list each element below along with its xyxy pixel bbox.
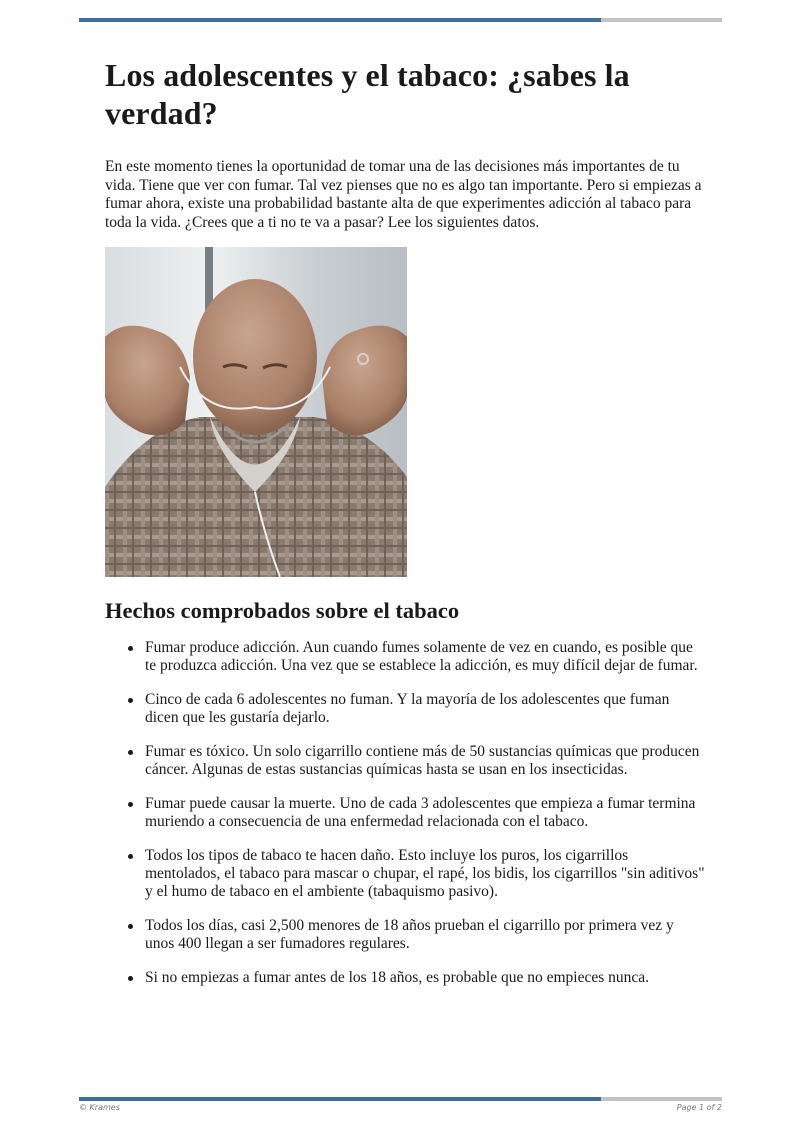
bullet-icon [128,646,133,651]
fact-text: Fumar puede causar la muerte. Uno de cada 3 adolescentes que empieza a fumar termina muriendo a consecuencia de una enfermedad relacionada con el tabaco. [145,795,696,830]
bullet-icon [128,924,133,929]
bullet-icon [128,976,133,981]
intro-paragraph: En este momento tienes la oportunidad de tomar una de las decisiones más importantes de tu vida. Tiene que ver con fumar. Tal vez pienses que no es algo tan importante. Pero si empiezas a fumar ahora, existe una probabilidad bastante alta de que experimentes adicción al tabaco para toda la vida. ¿Crees que a ti no te va a pasar? Lee los siguientes datos. [105,158,702,231]
footer-rule-secondary [601,1097,722,1101]
bullet-icon [128,854,133,859]
list-item [145,969,705,987]
footer-rule [79,1097,722,1101]
list-item [145,743,705,779]
page-title: Los adolescentes y el tabaco: ¿sabes la verdad? [105,57,630,131]
fact-text: Fumar produce adicción. Aun cuando fumes solamente de vez en cuando, es posible que te produzca adicción. Una vez que se establece la adicción, es muy difícil dejar de fumar. [145,639,698,674]
fact-text: Fumar es tóxico. Un solo cigarrillo contiene más de 50 sustancias químicas que producen cáncer. Algunas de estas sustancias químicas hasta se usan en los insecticidas. [145,743,700,778]
list-item [145,691,705,727]
article-photo [105,247,407,577]
list-item [145,795,705,831]
section-heading: Hechos comprobados sobre el tabaco [105,598,460,623]
bullet-icon [128,750,133,755]
fact-text: Todos los tipos de tabaco te hacen daño. Esto incluye los puros, los cigarrillos mentolados, el tabaco para mascar o chupar, el rapé, los bidis, los cigarrillos "sin aditivos" y el humo de tabaco en el ambiente (tabaquismo pasivo). [145,847,705,900]
list-item [145,639,705,675]
footer-copyright: © Krames [79,1103,120,1112]
fact-text: Si no empiezas a fumar antes de los 18 años, es probable que no empieces nunca. [145,969,650,986]
bullet-icon [128,802,133,807]
article [105,56,705,1003]
header-rule [79,18,722,22]
bullet-icon [128,698,133,703]
fact-text: Cinco de cada 6 adolescentes no fuman. Y la mayoría de los adolescentes que fuman dicen que les gustaría dejarlo. [145,691,670,726]
facts-list [105,639,705,987]
header-rule-accent [79,18,601,22]
fact-text: Todos los días, casi 2,500 menores de 18 años prueban el cigarrillo por primera vez y unos 400 llegan a ser fumadores regulares. [145,917,674,952]
footer-page-number: Page 1 of 2 [676,1103,722,1112]
list-item [145,917,705,953]
list-item [145,847,705,901]
footer-rule-accent [79,1097,601,1101]
header-rule-secondary [601,18,722,22]
